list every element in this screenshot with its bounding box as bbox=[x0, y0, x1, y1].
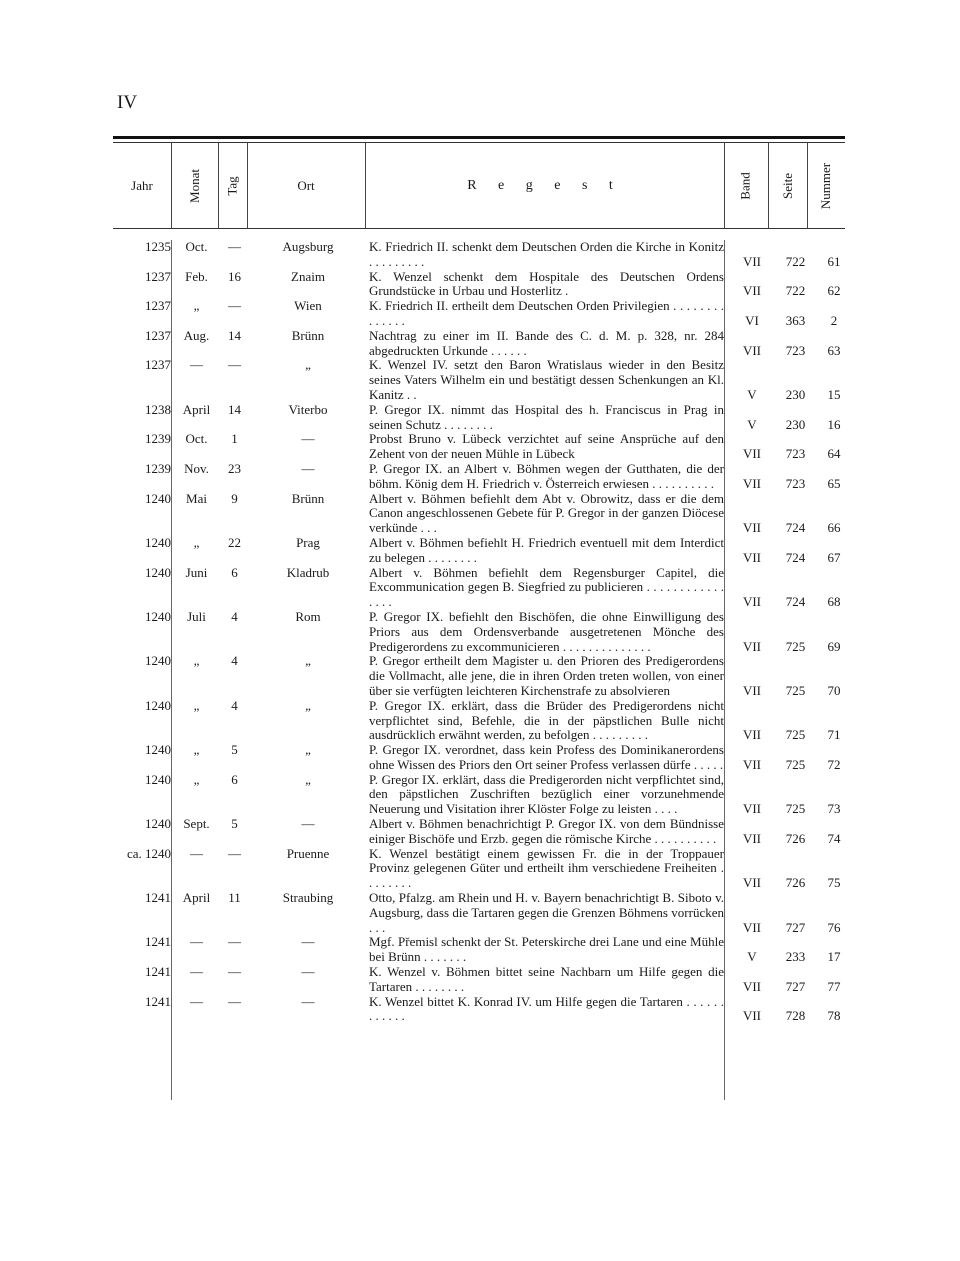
top-rule bbox=[113, 136, 845, 139]
band-cell: VII bbox=[742, 875, 762, 891]
table-row bbox=[113, 566, 853, 610]
tag-cell: — bbox=[228, 357, 241, 373]
table-row bbox=[113, 935, 853, 965]
monat-cell: Oct. bbox=[185, 239, 208, 254]
header-tag: Tag bbox=[224, 175, 240, 196]
table-row bbox=[113, 995, 853, 1025]
seite-cell: 727 bbox=[785, 978, 806, 994]
nummer-cell: 74 bbox=[827, 830, 841, 846]
band-cell: V bbox=[747, 949, 757, 965]
ort-cell: Kladrub bbox=[286, 564, 330, 580]
table-row bbox=[113, 773, 853, 817]
ort-cell: „ bbox=[305, 653, 311, 669]
nummer-cell: 61 bbox=[827, 253, 841, 269]
seite-cell: 725 bbox=[785, 682, 806, 698]
ort-cell: „ bbox=[305, 357, 311, 373]
band-cell: VII bbox=[742, 727, 762, 743]
jahr-cell: 1240 bbox=[145, 697, 171, 713]
band-cell: VII bbox=[742, 594, 762, 610]
tag-cell: 4 bbox=[231, 653, 238, 669]
header-seite: Seite bbox=[779, 172, 795, 199]
tag-cell: 6 bbox=[231, 771, 238, 787]
monat-cell: — bbox=[190, 845, 203, 861]
tag-cell: 23 bbox=[228, 460, 241, 476]
nummer-cell: 69 bbox=[827, 638, 841, 654]
tag-cell: — bbox=[228, 239, 241, 254]
table-row bbox=[113, 329, 853, 359]
nummer-cell: 63 bbox=[827, 342, 841, 358]
ort-cell: — bbox=[301, 993, 315, 1009]
tag-cell: — bbox=[228, 845, 241, 861]
monat-cell: Juli bbox=[187, 608, 206, 624]
jahr-cell: 1237 bbox=[145, 357, 171, 373]
nummer-cell: 64 bbox=[827, 446, 841, 462]
seite-cell: 724 bbox=[785, 520, 806, 536]
seite-cell: 230 bbox=[785, 416, 806, 432]
ort-cell: Brünn bbox=[291, 327, 325, 343]
ort-cell: Prag bbox=[296, 534, 320, 550]
seite-cell: 723 bbox=[785, 446, 806, 462]
tag-cell: 1 bbox=[231, 431, 238, 447]
ort-cell: Pruenne bbox=[286, 845, 330, 861]
regest-cell: P. Gregor IX. befiehlt den Bischöfen, die ohne Einwilligung des Priors aus dem Ordensverbande ausgetretenen Mönche des Predigerordens zu excommunicieren . . . . . . . . . . . . . . bbox=[369, 608, 724, 654]
regest-cell: P. Gregor ertheilt dem Magister u. den Prioren des Predigerordens die Vollmacht, alle jene, die in ihren Orden treten wollen, von einer über sie verfügten leichteren Kirchenstrafe zu absolvieren bbox=[369, 653, 724, 698]
nummer-cell: 68 bbox=[827, 594, 841, 610]
nummer-cell: 78 bbox=[827, 1008, 841, 1024]
ort-cell: — bbox=[301, 934, 315, 950]
ort-cell: Brünn bbox=[291, 490, 325, 506]
nummer-cell: 75 bbox=[827, 875, 841, 891]
tag-cell: 9 bbox=[231, 490, 238, 506]
table-row bbox=[113, 240, 853, 270]
seite-cell: 724 bbox=[785, 549, 806, 565]
ort-cell: — bbox=[301, 816, 315, 832]
band-cell: VII bbox=[742, 919, 762, 935]
jahr-cell: 1238 bbox=[145, 401, 171, 417]
regest-cell: P. Gregor IX. erklärt, dass die Predigerorden nicht verpflichtet sind, den päpstlichen Zuschriften bezüglich einer vorzunehmende Neuerung und Visitation ihrer Klöster Folge zu leisten . . . . bbox=[369, 771, 724, 817]
ort-cell: „ bbox=[305, 742, 311, 758]
nummer-cell: 66 bbox=[827, 520, 841, 536]
tag-cell: 14 bbox=[228, 327, 241, 343]
header-regest: R e g e s t bbox=[467, 177, 622, 193]
nummer-cell: 76 bbox=[827, 919, 841, 935]
nummer-cell: 62 bbox=[827, 283, 841, 299]
seite-cell: 725 bbox=[785, 638, 806, 654]
regest-cell: Albert v. Böhmen befiehlt H. Friedrich eventuell mit dem Interdict zu belegen . . . . . . . . bbox=[369, 534, 724, 565]
table-row bbox=[113, 432, 853, 462]
regest-cell: Probst Bruno v. Lübeck verzichtet auf seine Ansprüche auf den Zehent von der neuen Mühle in Lübeck bbox=[369, 431, 724, 462]
table-row bbox=[113, 358, 853, 402]
seite-cell: 725 bbox=[785, 801, 806, 817]
jahr-cell: 1241 bbox=[145, 934, 171, 950]
ort-cell: — bbox=[301, 460, 315, 476]
header-divider bbox=[171, 143, 172, 229]
monat-cell: — bbox=[190, 993, 203, 1009]
monat-cell: „ bbox=[193, 742, 200, 758]
monat-cell: Juni bbox=[185, 564, 208, 580]
ort-cell: „ bbox=[305, 771, 311, 787]
monat-cell: April bbox=[182, 401, 211, 417]
band-cell: VII bbox=[742, 342, 762, 358]
jahr-cell: 1237 bbox=[145, 298, 171, 314]
tag-cell: 5 bbox=[231, 816, 238, 832]
tag-cell: 16 bbox=[228, 268, 241, 284]
ort-cell: Augsburg bbox=[282, 239, 334, 254]
regest-cell: K. Wenzel bestätigt einem gewissen Fr. die in der Troppauer Provinz gelegenen Güter und ertheilt ihm verschiedene Freiheiten . . . . . . . . bbox=[369, 845, 724, 891]
tag-cell: 11 bbox=[228, 890, 241, 906]
regest-cell: Mgf. Přemisl schenkt der St. Peterskirche drei Lane und eine Mühle bei Brünn . . . . . . . bbox=[369, 934, 724, 965]
tag-cell: 5 bbox=[231, 742, 238, 758]
table-row bbox=[113, 965, 853, 995]
tag-cell: 6 bbox=[231, 564, 238, 580]
monat-cell: — bbox=[190, 934, 203, 950]
jahr-cell: 1240 bbox=[145, 490, 171, 506]
tag-cell: — bbox=[228, 993, 241, 1009]
ort-cell: Straubing bbox=[282, 890, 334, 906]
regest-cell: Albert v. Böhmen befiehlt dem Abt v. Obrowitz, dass er die dem Canon angeschlossenen Gebete für P. Gregor in der ganzen Diöcese verkünde . . . bbox=[369, 490, 724, 536]
jahr-cell: 1239 bbox=[145, 431, 171, 447]
jahr-cell: 1240 bbox=[145, 653, 171, 669]
seite-cell: 725 bbox=[785, 756, 806, 772]
seite-cell: 724 bbox=[785, 594, 806, 610]
monat-cell: Oct. bbox=[185, 431, 208, 447]
nummer-cell: 65 bbox=[827, 475, 841, 491]
header-band: Band bbox=[737, 171, 753, 200]
table-row bbox=[113, 536, 853, 566]
jahr-cell: 1241 bbox=[145, 964, 171, 980]
tag-cell: 14 bbox=[228, 401, 241, 417]
monat-cell: Aug. bbox=[183, 327, 210, 343]
band-cell: VII bbox=[742, 1008, 762, 1024]
nummer-cell: 71 bbox=[827, 727, 841, 743]
ort-cell: „ bbox=[305, 697, 311, 713]
seite-cell: 722 bbox=[785, 253, 806, 269]
seite-cell: 726 bbox=[785, 875, 806, 891]
table-row bbox=[113, 270, 853, 300]
table-row bbox=[113, 817, 853, 847]
jahr-cell: 1240 bbox=[145, 771, 171, 787]
band-cell: VII bbox=[742, 253, 762, 269]
regest-cell: Albert v. Böhmen benachrichtigt P. Gregor IX. von dem Bündnisse einiger Bischöfe und Erzb. gegen die römische Kirche . . . . . . . . . . bbox=[369, 816, 724, 846]
regest-cell: P. Gregor IX. erklärt, dass die Brüder des Predigerordens nicht verpflichtet sind, Befehle, die in der päpstlichen Bulle nicht ausdrücklich erwähnt werden, zu befolgen . . . . . . . . . bbox=[369, 697, 724, 743]
seite-cell: 725 bbox=[785, 727, 806, 743]
seite-cell: 723 bbox=[785, 475, 806, 491]
header-divider bbox=[768, 143, 769, 229]
seite-cell: 230 bbox=[785, 386, 806, 402]
table-row bbox=[113, 492, 853, 536]
regest-table bbox=[113, 240, 853, 1024]
seite-cell: 726 bbox=[785, 830, 806, 846]
regest-cell: K. Wenzel v. Böhmen bittet seine Nachbarn um Hilfe gegen die Tartaren . . . . . . . . bbox=[369, 964, 724, 994]
table-row bbox=[113, 847, 853, 891]
header-divider bbox=[365, 143, 366, 229]
monat-cell: „ bbox=[193, 298, 200, 314]
table-row bbox=[113, 610, 853, 654]
ort-cell: Znaim bbox=[291, 268, 325, 284]
seite-cell: 722 bbox=[785, 283, 806, 299]
nummer-cell: 2 bbox=[830, 312, 838, 328]
regest-cell: P. Gregor IX. nimmt das Hospital des h. Franciscus in Prag in seinen Schutz . . . . . . . . bbox=[369, 401, 724, 432]
nummer-cell: 17 bbox=[827, 949, 841, 965]
regest-cell: K. Friedrich II. schenkt dem Deutschen Orden die Kirche in Konitz . . . . . . . . . bbox=[369, 239, 724, 269]
jahr-cell: 1237 bbox=[145, 268, 171, 284]
nummer-cell: 67 bbox=[827, 549, 841, 565]
ort-cell: — bbox=[301, 431, 315, 447]
table-row bbox=[113, 743, 853, 773]
monat-cell: „ bbox=[193, 771, 200, 787]
monat-cell: — bbox=[190, 964, 203, 980]
band-cell: V bbox=[747, 386, 757, 402]
monat-cell: „ bbox=[193, 653, 200, 669]
ort-cell: Rom bbox=[295, 608, 321, 624]
seite-cell: 728 bbox=[785, 1008, 806, 1024]
regest-cell: K. Wenzel IV. setzt den Baron Wratislaus wieder in den Besitz seines Vaters Wilhelm ein und bestätigt dessen Schenkungen an Kl. Kanitz . . bbox=[369, 357, 724, 402]
tag-cell: — bbox=[228, 964, 241, 980]
header-divider bbox=[247, 143, 248, 229]
jahr-cell: 1241 bbox=[145, 993, 171, 1009]
nummer-cell: 77 bbox=[827, 978, 841, 994]
band-cell: VII bbox=[742, 549, 762, 565]
tag-cell: 22 bbox=[228, 534, 241, 550]
monat-cell: Sept. bbox=[183, 816, 210, 832]
regest-cell: Albert v. Böhmen befiehlt dem Regensburger Capitel, die Excommunication gegen B. Siegfried zu publicieren . . . . . . . . . . . . . . . . bbox=[369, 564, 724, 610]
tag-cell: — bbox=[228, 934, 241, 950]
tag-cell: 4 bbox=[231, 697, 238, 713]
band-cell: VII bbox=[742, 682, 762, 698]
band-cell: VII bbox=[742, 830, 762, 846]
regest-cell: K. Wenzel bittet K. Konrad IV. um Hilfe gegen die Tartaren . . . . . . . . . . . . bbox=[369, 993, 724, 1024]
monat-cell: „ bbox=[193, 697, 200, 713]
regest-cell: K. Wenzel schenkt dem Hospitale des Deutschen Ordens Grundstücke in Urbau und Hosterlitz . bbox=[369, 268, 724, 299]
regest-cell: P. Gregor IX. an Albert v. Böhmen wegen der Gutthaten, die der böhm. König dem H. Friedrich v. Österreich erwiesen . . . . . . . . . . bbox=[369, 460, 724, 491]
monat-cell: April bbox=[182, 890, 211, 906]
seite-cell: 727 bbox=[785, 919, 806, 935]
band-cell: VII bbox=[742, 475, 762, 491]
regest-cell: Otto, Pfalzg. am Rhein und H. v. Bayern benachrichtigt B. Sibotо v. Augsburg, dass die Tartaren gegen die Grenzen Böhmens vorrücken . . . bbox=[369, 890, 724, 935]
table-row bbox=[113, 462, 853, 492]
jahr-cell: ca. 1240 bbox=[126, 845, 171, 861]
header-nummer: Nummer bbox=[818, 162, 833, 209]
jahr-cell: 1240 bbox=[145, 564, 171, 580]
ort-cell: Wien bbox=[294, 298, 322, 314]
monat-cell: Feb. bbox=[185, 268, 208, 284]
band-cell: VII bbox=[742, 756, 762, 772]
ort-cell: — bbox=[301, 964, 315, 980]
band-cell: V bbox=[747, 416, 757, 432]
nummer-cell: 15 bbox=[827, 386, 841, 402]
ort-cell: Viterbo bbox=[288, 401, 328, 417]
header-ort: Ort bbox=[297, 177, 315, 193]
band-cell: VII bbox=[742, 978, 762, 994]
jahr-cell: 1240 bbox=[145, 608, 171, 624]
header-divider bbox=[724, 143, 725, 229]
table-row bbox=[113, 299, 853, 329]
table-row bbox=[113, 403, 853, 433]
jahr-cell: 1240 bbox=[145, 742, 171, 758]
nummer-cell: 16 bbox=[827, 416, 841, 432]
jahr-cell: 1237 bbox=[145, 327, 171, 343]
seite-cell: 363 bbox=[785, 312, 806, 328]
nummer-cell: 73 bbox=[827, 801, 841, 817]
monat-cell: Nov. bbox=[184, 460, 209, 476]
band-cell: VI bbox=[745, 312, 759, 328]
page-number: IV bbox=[117, 92, 138, 113]
jahr-cell: 1240 bbox=[145, 534, 171, 550]
nummer-cell: 72 bbox=[827, 756, 841, 772]
monat-cell: Mai bbox=[186, 490, 207, 506]
jahr-cell: 1240 bbox=[145, 816, 171, 832]
jahr-cell: 1235 bbox=[145, 239, 171, 254]
jahr-cell: 1239 bbox=[145, 460, 171, 476]
regest-cell: K. Friedrich II. ertheilt dem Deutschen Orden Privilegien . . . . . . . . . . . . . . bbox=[369, 298, 724, 328]
table-row bbox=[113, 699, 853, 743]
seite-cell: 723 bbox=[785, 342, 806, 358]
table-row bbox=[113, 654, 853, 698]
header-divider bbox=[218, 143, 219, 229]
regest-cell: P. Gregor IX. verordnet, dass kein Profess des Dominikanerordens ohne Wissen des Priors den Ort seiner Profess verlassen dürfe . . . . . bbox=[369, 742, 724, 772]
band-cell: VII bbox=[742, 446, 762, 462]
tag-cell: 4 bbox=[231, 608, 238, 624]
regest-cell: Nachtrag zu einer im II. Bande des C. d. M. p. 328, nr. 284 abgedruckten Urkunde . . . . . . bbox=[369, 327, 724, 358]
header-monat: Monat bbox=[186, 168, 202, 203]
band-cell: VII bbox=[742, 520, 762, 536]
nummer-cell: 70 bbox=[827, 682, 841, 698]
tag-cell: — bbox=[228, 298, 241, 314]
header-rule bbox=[113, 228, 845, 229]
jahr-cell: 1241 bbox=[145, 890, 171, 906]
seite-cell: 233 bbox=[785, 949, 806, 965]
header-divider bbox=[807, 143, 808, 229]
table-row bbox=[113, 891, 853, 935]
band-cell: VII bbox=[742, 283, 762, 299]
regest-table-body bbox=[113, 240, 853, 1024]
band-cell: VII bbox=[742, 638, 762, 654]
monat-cell: — bbox=[190, 357, 203, 373]
band-cell: VII bbox=[742, 801, 762, 817]
monat-cell: „ bbox=[193, 534, 200, 550]
header-jahr: Jahr bbox=[131, 177, 153, 193]
